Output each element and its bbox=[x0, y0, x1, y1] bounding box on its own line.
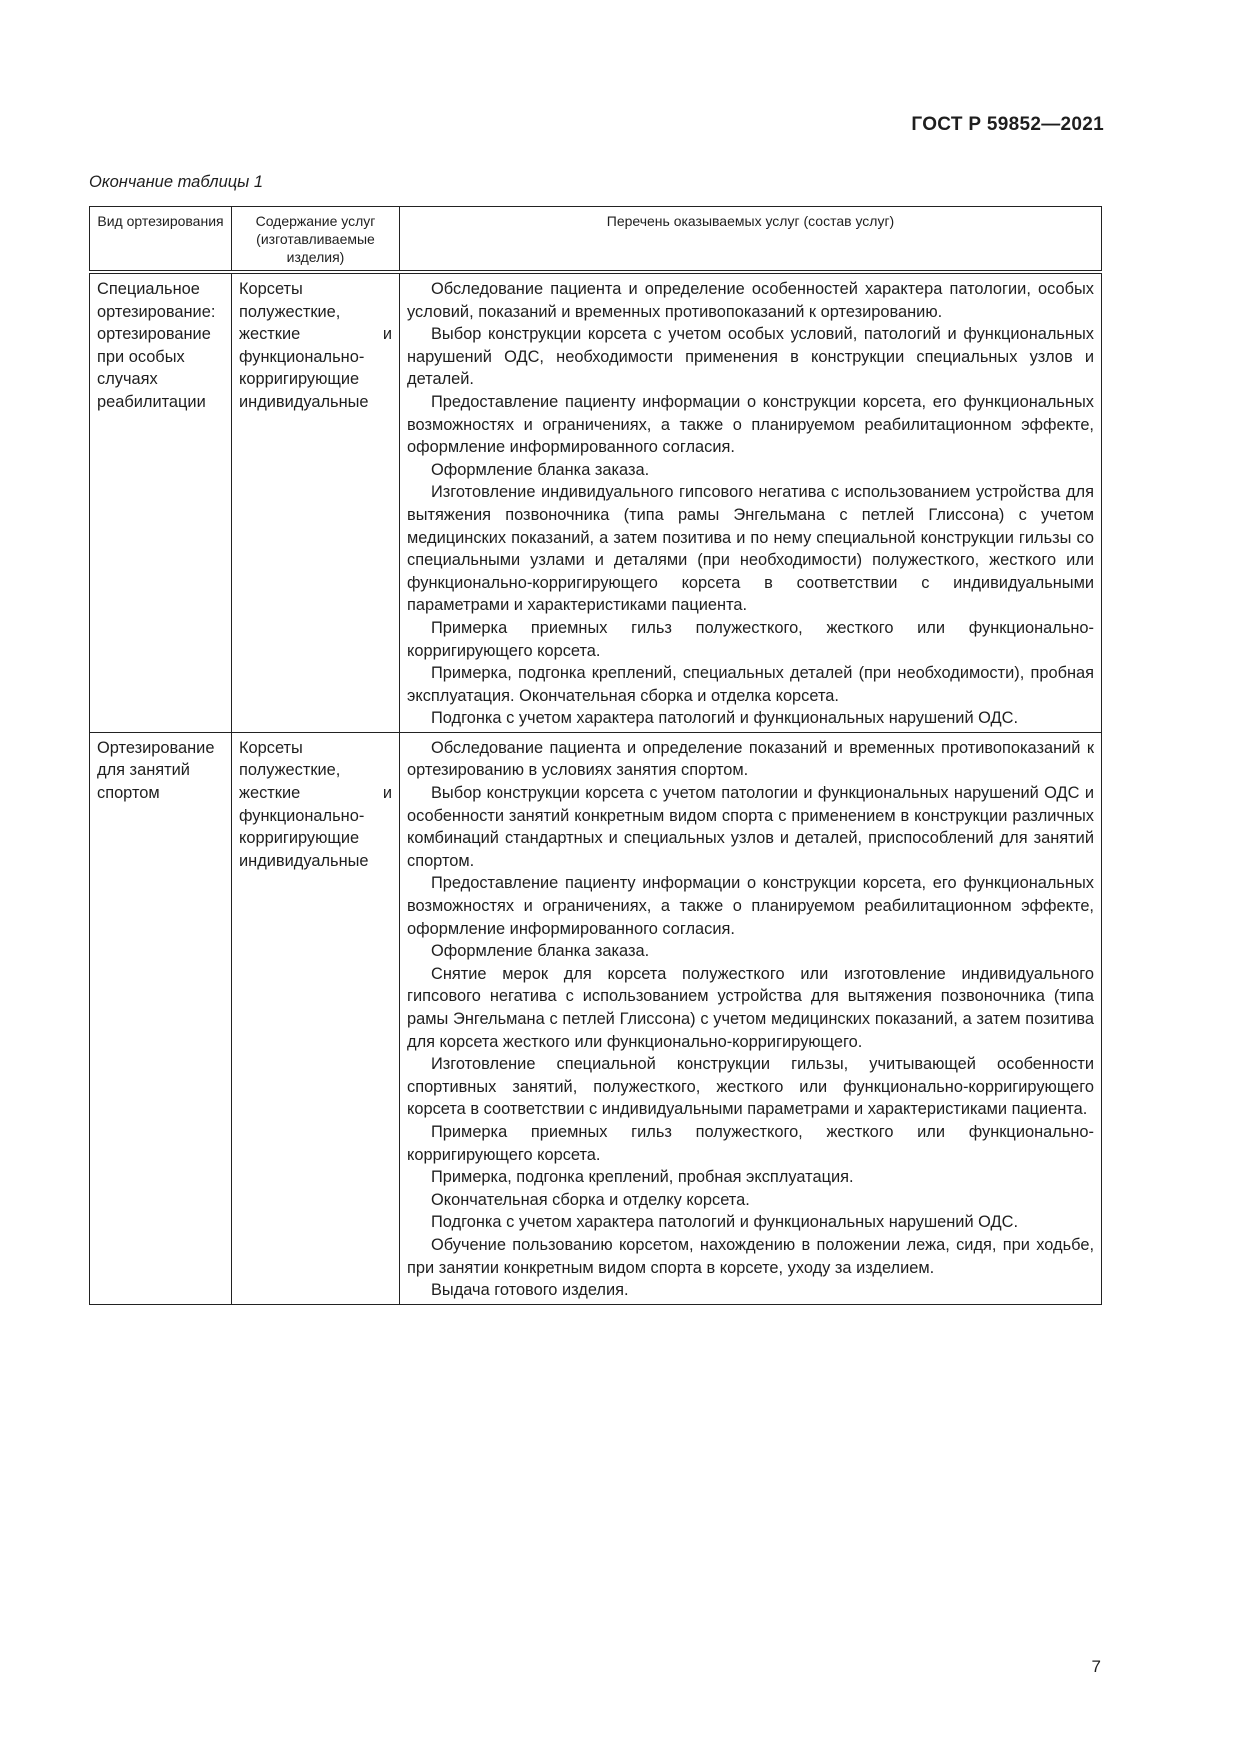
orthosis-kind-cell: Ортезирование для занятий спортом bbox=[90, 732, 232, 1304]
table-row bbox=[90, 272, 1102, 732]
service-item: Выбор конструкции корсета с учетом особых условий, патологий и функциональных нарушений ОДС, необходимости применения в конструкции специальных узлов и деталей. bbox=[407, 325, 1094, 389]
orthosis-kind-cell: Специальное ортезирование: ортезирование при особых случаях реабилитации bbox=[90, 272, 232, 732]
product-cell: Корсеты полужесткие, жесткие и функционально-корригирующие индивидуальные bbox=[232, 272, 400, 732]
service-item: Окончательная сборка и отделку корсета. bbox=[431, 1190, 750, 1209]
service-item: Подгонка с учетом характера патологий и функциональных нарушений ОДС. bbox=[431, 1213, 1019, 1232]
services-cell bbox=[400, 732, 1102, 1304]
column-header-product: Содержание услуг (изготавливаемые изделия) bbox=[232, 207, 400, 273]
service-item: Примерка, подгонка креплений, пробная эксплуатация. bbox=[431, 1168, 854, 1187]
service-item: Обследование пациента и определение особенностей характера патологии, особых условий, показаний и временных противопоказаний к ортезированию. bbox=[407, 280, 1094, 321]
product-cell: Корсеты полужесткие, жесткие и функционально-корригирующие индивидуальные bbox=[232, 732, 400, 1304]
service-item: Подгонка с учетом характера патологий и функциональных нарушений ОДС. bbox=[431, 709, 1019, 728]
services-table bbox=[89, 206, 1102, 1305]
table-row bbox=[90, 732, 1102, 1304]
service-item: Снятие мерок для корсета полужесткого или изготовление индивидуального гипсового негатива с использованием устройства для вытяжения позвоночника (типа рамы Энгельмана с петлей Глиссона) с учетом медицинских показаний, а затем позитива для корсета жесткого или функционально-корригирующего. bbox=[407, 964, 1094, 1051]
table-header-row bbox=[90, 207, 1102, 273]
service-item: Выбор конструкции корсета с учетом патологии и функциональных нарушений ОДС и особенности занятий конкретным видом спорта с применением в конструкции различных комбинаций стандартных и специальных узлов и деталей, приспособлений для занятий спортом. bbox=[407, 784, 1094, 870]
service-item: Примерка приемных гильз полужесткого, жесткого или функционально-корригирующего корсета. bbox=[407, 1122, 1094, 1164]
service-item: Изготовление индивидуального гипсового негатива с использованием устройства для вытяжения позвоночника (типа рамы Энгельмана с петлей Глиссона) с учетом медицинских показаний, а затем позитива и по нему специальной конструкции гильзы со специальными узлами и деталями (при необходимости) полужесткого, жесткого или функционально-корригирующего корсета в соответствии с индивидуальными параметрами и характеристиками пациента. bbox=[407, 483, 1094, 615]
column-header-kind: Вид ортезирования bbox=[90, 207, 232, 273]
page-number: 7 bbox=[1091, 1657, 1101, 1676]
standard-code: ГОСТ Р 59852—2021 bbox=[911, 114, 1104, 135]
service-item: Выдача готового изделия. bbox=[431, 1281, 629, 1300]
service-item: Оформление бланка заказа. bbox=[431, 942, 650, 961]
service-item: Оформление бланка заказа. bbox=[431, 460, 650, 479]
table-caption: Окончание таблицы 1 bbox=[89, 173, 264, 191]
service-item: Предоставление пациенту информации о конструкции корсета, его функциональных возможностях и ограничениях, а также о планируемом реабилитационном эффекте, оформление информированного согласия. bbox=[407, 392, 1094, 457]
service-item: Изготовление специальной конструкции гильзы, учитывающей особенности спортивных занятий, полужесткого, жесткого или функционально-корригирующего корсета в соответствии с индивидуальными параметрами и характеристиками пациента. bbox=[407, 1055, 1094, 1119]
service-item: Примерка, подгонка креплений, специальных деталей (при необходимости), пробная эксплуатация. Окончательная сборка и отделка корсета. bbox=[407, 664, 1094, 705]
column-header-services: Перечень оказываемых услуг (состав услуг) bbox=[400, 207, 1102, 273]
service-item: Обучение пользованию корсетом, нахождению в положении лежа, сидя, при ходьбе, при занятии конкретным видом спорта в корсете, уходу за изделием. bbox=[407, 1235, 1094, 1277]
service-item: Примерка приемных гильз полужесткого, жесткого или функционально-корригирующего корсета. bbox=[407, 618, 1094, 660]
service-item: Обследование пациента и определение показаний и временных противопоказаний к ортезированию в условиях занятия спортом. bbox=[407, 738, 1094, 780]
services-cell bbox=[400, 272, 1102, 732]
service-item: Предоставление пациенту информации о конструкции корсета, его функциональных возможностях и ограничениях, а также о планируемом реабилитационном эффекте, оформление информированного согласия. bbox=[407, 874, 1094, 938]
